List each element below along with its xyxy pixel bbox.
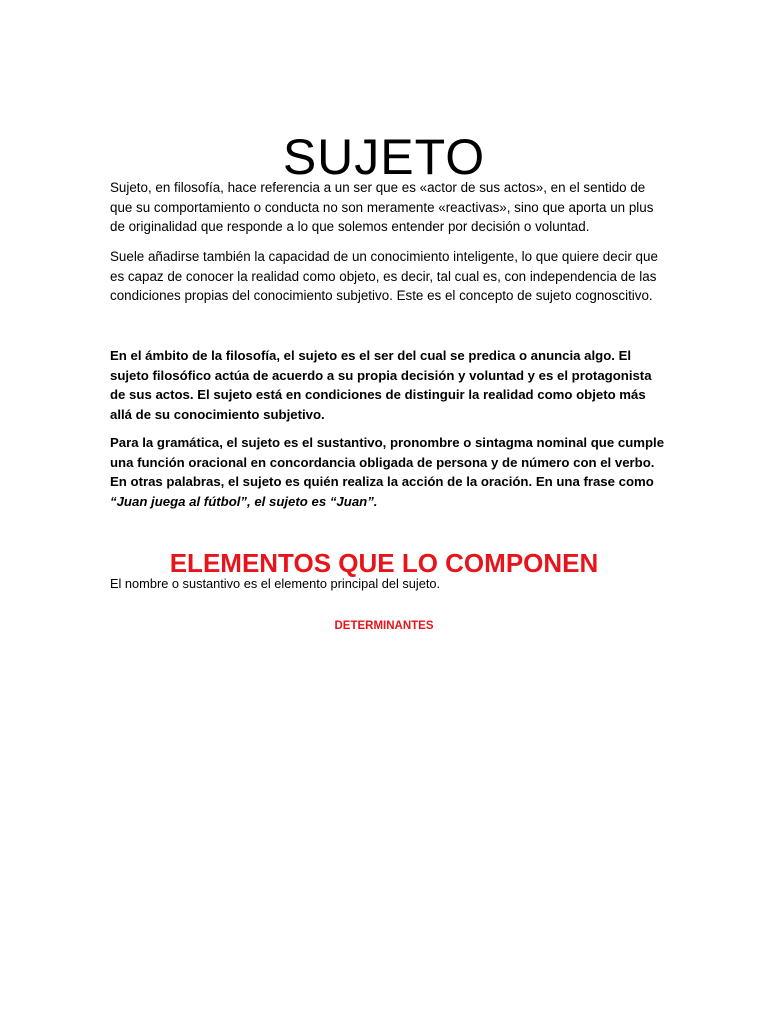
section-heading: ELEMENTOS QUE LO COMPONEN: [169, 547, 599, 578]
page-title: SUJETO: [282, 128, 486, 185]
paragraph-grammar-text: Para la gramática, el sujeto es el sustantivo, pronombre o sintagma nominal que cumple una función oracional en concordancia obligada de persona y de número con el verbo. En otras palabras, el sujeto es quién realiza la acción de la oración. En una frase como: [110, 435, 665, 489]
paragraph-philosophy: En el ámbito de la filosofía, el sujeto es el ser del cual se predica o anuncia algo. El sujeto filosófico actúa de acuerdo a su propia decisión y voluntad y es el protagonista de sus actos. El sujeto está en condiciones de distinguir la realidad como objeto más allá de su conocimiento subjetivo.: [110, 348, 652, 422]
paragraph-noun: El nombre o sustantivo es el elemento principal del sujeto.: [110, 576, 441, 591]
paragraph-cognitive-subject: Suele añadirse también la capacidad de un conocimiento inteligente, lo que quiere decir que es capaz de conocer la realidad como objeto, es decir, tal cual es, con independencia de las condiciones propias del conocimiento subjetivo. Este es el concepto de sujeto cognoscitivo.: [110, 249, 658, 303]
paragraph-grammar-example: “Juan juega al fútbol”, el sujeto es “Juan”.: [110, 493, 378, 509]
paragraph-definition: Sujeto, en filosofía, hace referencia a un ser que es «actor de sus actos», en el sentido de que su comportamiento o conducta no son meramente «reactivas», sino que aporta un plus de originalidad que responde a lo que solemos entender por decisión o voluntad.: [110, 180, 654, 234]
subheading-determinantes: DETERMINANTES: [334, 619, 434, 632]
paragraph-grammar: [110, 433, 670, 511]
